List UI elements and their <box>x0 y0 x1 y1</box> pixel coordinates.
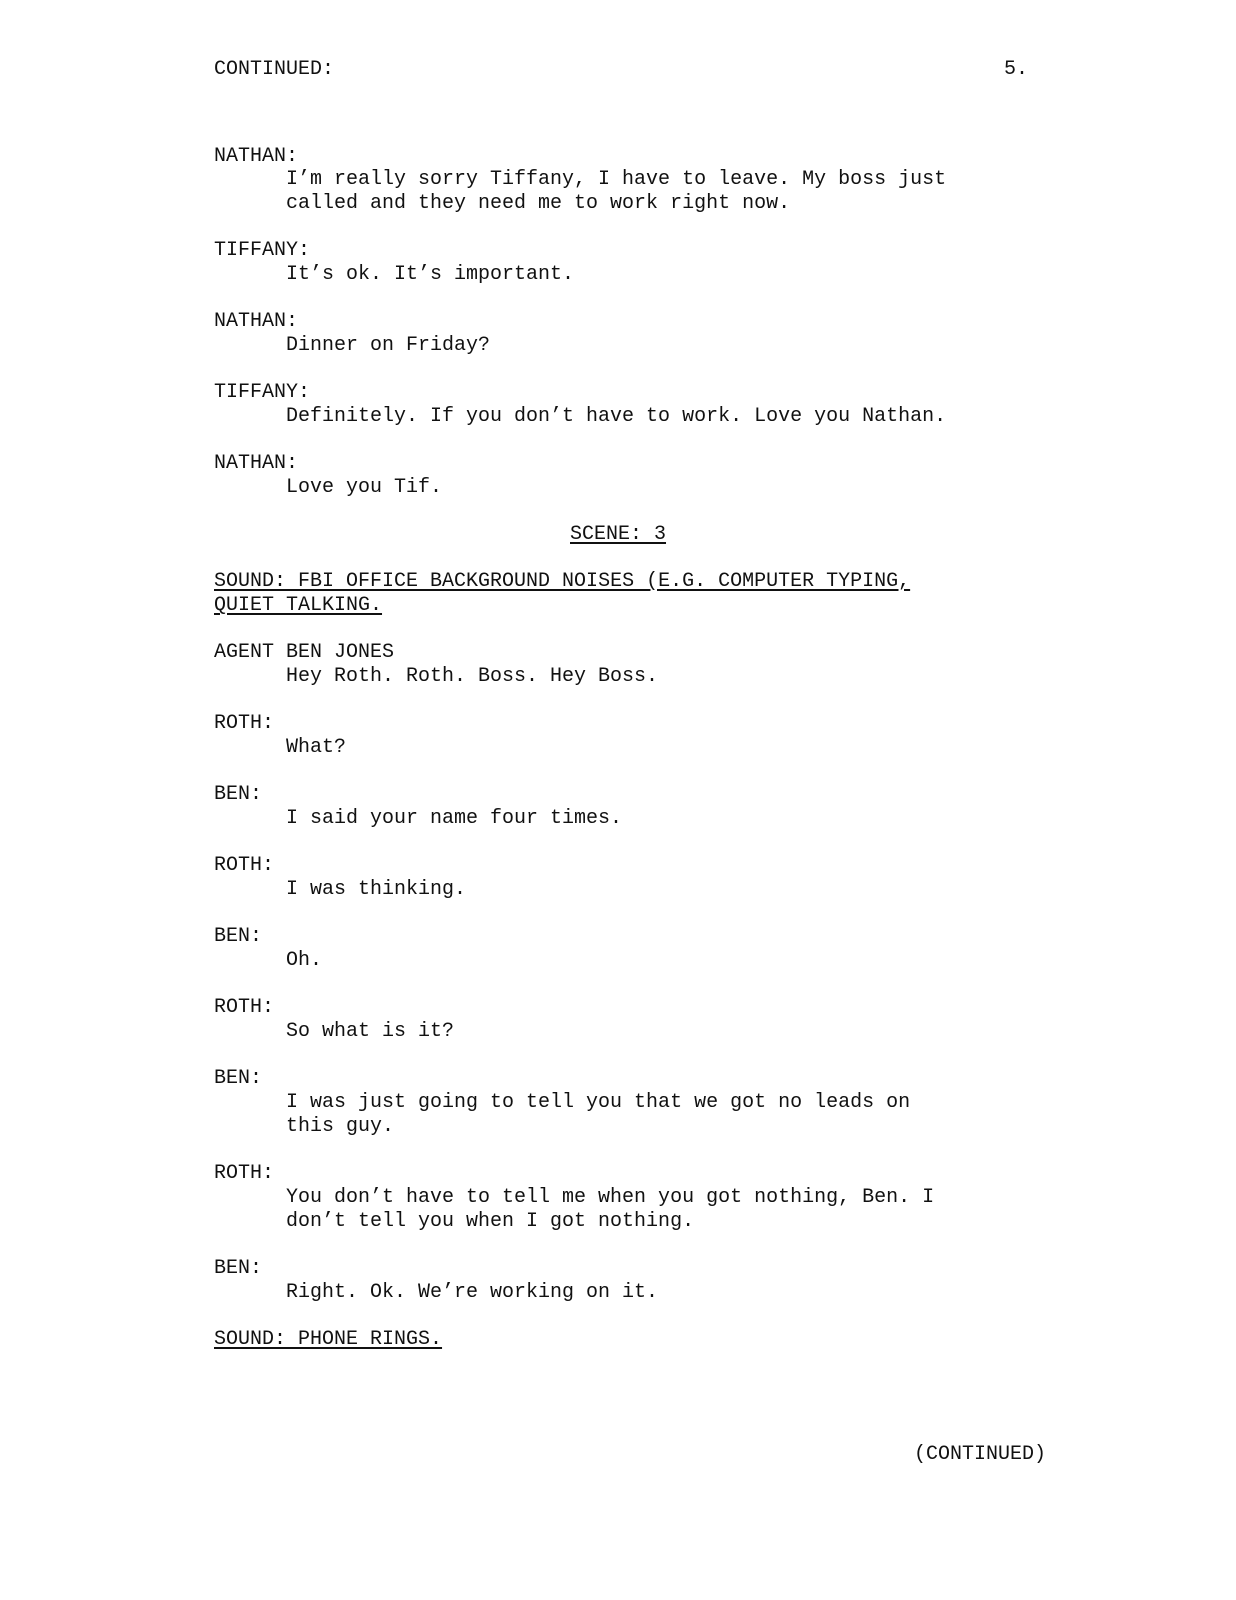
dialogue-line: Oh. <box>286 949 323 972</box>
dialogue-line: I’m really sorry Tiffany, I have to leave. My boss just <box>286 168 947 191</box>
speaker-agent-ben-jones: AGENT BEN JONES <box>214 641 395 664</box>
scene-heading: SCENE: 3 <box>570 523 667 546</box>
dialogue-line: I was thinking. <box>286 878 467 901</box>
sound-cue: SOUND: FBI OFFICE BACKGROUND NOISES (E.G. COMPUTER TYPING, <box>214 570 911 593</box>
speaker-nathan: NATHAN: <box>214 310 299 333</box>
dialogue-line: don’t tell you when I got nothing. <box>286 1210 695 1233</box>
speaker-nathan: NATHAN: <box>214 145 299 168</box>
speaker-ben: BEN: <box>214 1257 263 1280</box>
speaker-tiffany: TIFFANY: <box>214 381 311 404</box>
dialogue-line: I was just going to tell you that we got no leads on <box>286 1091 911 1114</box>
speaker-roth: ROTH: <box>214 854 275 877</box>
sound-cue: QUIET TALKING. <box>214 594 383 617</box>
dialogue-line: So what is it? <box>286 1020 455 1043</box>
dialogue-line: Dinner on Friday? <box>286 334 491 357</box>
dialogue-line: What? <box>286 736 347 759</box>
speaker-tiffany: TIFFANY: <box>214 239 311 262</box>
speaker-roth: ROTH: <box>214 1162 275 1185</box>
sound-cue: SOUND: PHONE RINGS. <box>214 1328 443 1351</box>
speaker-nathan: NATHAN: <box>214 452 299 475</box>
dialogue-line: this guy. <box>286 1115 395 1138</box>
speaker-ben: BEN: <box>214 925 263 948</box>
dialogue-line: Right. Ok. We’re working on it. <box>286 1281 659 1304</box>
dialogue-line: You don’t have to tell me when you got nothing, Ben. I <box>286 1186 935 1209</box>
continued-header: CONTINUED: <box>214 58 335 81</box>
speaker-ben: BEN: <box>214 783 263 806</box>
continued-footer: (CONTINUED) <box>914 1443 1047 1466</box>
dialogue-line: Love you Tif. <box>286 476 443 499</box>
speaker-ben: BEN: <box>214 1067 263 1090</box>
page-number: 5. <box>1004 58 1029 81</box>
dialogue-line: I said your name four times. <box>286 807 623 830</box>
dialogue-line: Definitely. If you don’t have to work. Love you Nathan. <box>286 405 947 428</box>
speaker-roth: ROTH: <box>214 712 275 735</box>
dialogue-line: It’s ok. It’s important. <box>286 263 575 286</box>
speaker-roth: ROTH: <box>214 996 275 1019</box>
dialogue-line: called and they need me to work right now. <box>286 192 791 215</box>
dialogue-line: Hey Roth. Roth. Boss. Hey Boss. <box>286 665 659 688</box>
